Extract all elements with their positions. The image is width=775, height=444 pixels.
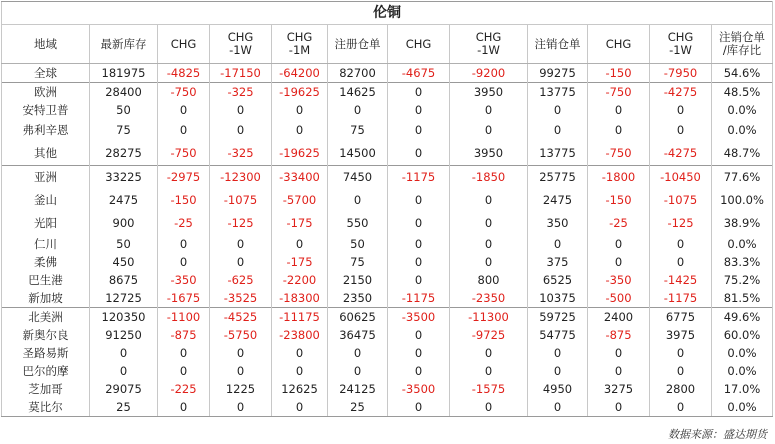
value-cell: 0	[528, 344, 588, 362]
value-cell: -19625	[272, 83, 328, 102]
value-cell: 0	[158, 235, 210, 253]
value-cell: 38.9%	[712, 212, 773, 235]
value-cell: 0	[388, 271, 450, 289]
value-cell: -4275	[650, 142, 712, 166]
value-cell: 0	[588, 101, 650, 119]
value-cell: 0	[90, 362, 158, 380]
value-cell: 0	[388, 235, 450, 253]
region-cell: 莫比尔	[2, 398, 90, 417]
column-header-text: -1W	[229, 43, 252, 57]
table-row	[2, 398, 773, 417]
value-cell: 0	[210, 398, 272, 417]
value-cell: -2200	[272, 271, 328, 289]
value-cell: 0	[328, 189, 388, 212]
region-cell: 釜山	[2, 189, 90, 212]
region-cell: 弗利辛恩	[2, 119, 90, 142]
region-cell: 安特卫普	[2, 101, 90, 119]
value-cell: 0	[90, 344, 158, 362]
value-cell: 4950	[528, 380, 588, 398]
value-cell: -4275	[650, 83, 712, 102]
value-cell: 49.6%	[712, 308, 773, 327]
column-header-text: 注册仓单	[334, 36, 381, 51]
table-row	[2, 271, 773, 289]
value-cell: -4525	[210, 308, 272, 327]
value-cell: -1175	[388, 289, 450, 308]
value-cell: 12725	[90, 289, 158, 308]
region-cell: 巴生港	[2, 271, 90, 289]
column-header-text: CHG	[170, 36, 197, 51]
column-header-text: -1W	[669, 43, 692, 57]
data-source-note: 数据来源：盛达期货	[668, 428, 767, 441]
header-row	[2, 25, 773, 64]
value-cell: 0	[588, 344, 650, 362]
value-cell: 0	[388, 101, 450, 119]
value-cell: 3950	[450, 83, 528, 102]
value-cell: 17.0%	[712, 380, 773, 398]
value-cell: 75	[90, 119, 158, 142]
value-cell: 0	[588, 119, 650, 142]
value-cell: -1100	[158, 308, 210, 327]
value-cell: 0	[650, 253, 712, 271]
region-cell: 柔佛	[2, 253, 90, 271]
value-cell: 0	[650, 362, 712, 380]
value-cell: -17150	[210, 64, 272, 83]
value-cell: 0	[588, 253, 650, 271]
value-cell: 0	[388, 253, 450, 271]
column-header	[528, 25, 588, 64]
value-cell: 0	[650, 344, 712, 362]
table-row	[2, 344, 773, 362]
region-cell: 仁川	[2, 235, 90, 253]
value-cell: -350	[158, 271, 210, 289]
table-row	[2, 253, 773, 271]
value-cell: -750	[588, 142, 650, 166]
value-cell: -875	[158, 326, 210, 344]
value-cell: 0	[272, 101, 328, 119]
column-header	[450, 25, 528, 64]
value-cell: 0	[210, 253, 272, 271]
table-row	[2, 64, 773, 83]
value-cell: -7950	[650, 64, 712, 83]
column-header-text: -1M	[288, 43, 311, 57]
column-header-text: CHG	[667, 30, 694, 44]
value-cell: -350	[588, 271, 650, 289]
value-cell: 0	[328, 101, 388, 119]
value-cell: 0	[328, 344, 388, 362]
value-cell: 900	[90, 212, 158, 235]
value-cell: 0.0%	[712, 235, 773, 253]
value-cell: 91250	[90, 326, 158, 344]
value-cell: 2475	[90, 189, 158, 212]
value-cell: 550	[328, 212, 388, 235]
value-cell: 181975	[90, 64, 158, 83]
value-cell: 50	[90, 235, 158, 253]
value-cell: 3975	[650, 326, 712, 344]
value-cell: 2150	[328, 271, 388, 289]
column-header	[158, 25, 210, 64]
table-row	[2, 326, 773, 344]
value-cell: 36475	[328, 326, 388, 344]
value-cell: 0	[158, 398, 210, 417]
value-cell: 6775	[650, 308, 712, 327]
value-cell: 28275	[90, 142, 158, 166]
value-cell: 0	[450, 253, 528, 271]
value-cell: 14625	[328, 83, 388, 102]
value-cell: 0	[388, 398, 450, 417]
value-cell: 50	[90, 101, 158, 119]
table-row	[2, 380, 773, 398]
value-cell: 25	[328, 398, 388, 417]
value-cell: 0	[650, 235, 712, 253]
copper-inventory-table	[1, 1, 773, 417]
region-cell: 光阳	[2, 212, 90, 235]
value-cell: 100.0%	[712, 189, 773, 212]
value-cell: 0	[210, 119, 272, 142]
value-cell: 350	[528, 212, 588, 235]
value-cell: 450	[90, 253, 158, 271]
value-cell: 14500	[328, 142, 388, 166]
value-cell: -3500	[388, 380, 450, 398]
value-cell: 0	[388, 142, 450, 166]
value-cell: 0	[158, 362, 210, 380]
value-cell: 0	[210, 344, 272, 362]
value-cell: 25	[90, 398, 158, 417]
column-header-text: 地域	[34, 36, 57, 51]
value-cell: -9200	[450, 64, 528, 83]
value-cell: -25	[588, 212, 650, 235]
value-cell: -175	[272, 253, 328, 271]
value-cell: 81.5%	[712, 289, 773, 308]
value-cell: 0	[388, 362, 450, 380]
value-cell: 99275	[528, 64, 588, 83]
value-cell: -4675	[388, 64, 450, 83]
column-header-text: 最新库存	[100, 36, 147, 51]
value-cell: -19625	[272, 142, 328, 166]
value-cell: 13775	[528, 142, 588, 166]
value-cell: 0	[272, 344, 328, 362]
value-cell: 0	[450, 189, 528, 212]
value-cell: 0	[528, 235, 588, 253]
value-cell: 0	[158, 253, 210, 271]
value-cell: -3500	[388, 308, 450, 327]
region-cell: 全球	[2, 64, 90, 83]
value-cell: 0	[158, 119, 210, 142]
region-cell: 欧洲	[2, 83, 90, 102]
value-cell: 12625	[272, 380, 328, 398]
value-cell: -1850	[450, 166, 528, 190]
value-cell: 0	[210, 101, 272, 119]
value-cell: -1075	[210, 189, 272, 212]
region-cell: 亚洲	[2, 166, 90, 190]
value-cell: 25775	[528, 166, 588, 190]
table-row	[2, 362, 773, 380]
column-header	[90, 25, 158, 64]
value-cell: -625	[210, 271, 272, 289]
value-cell: 83.3%	[712, 253, 773, 271]
value-cell: -4825	[158, 64, 210, 83]
column-header	[650, 25, 712, 64]
value-cell: -750	[158, 83, 210, 102]
value-cell: 0	[388, 212, 450, 235]
value-cell: 0	[388, 326, 450, 344]
value-cell: -125	[210, 212, 272, 235]
value-cell: -1675	[158, 289, 210, 308]
value-cell: 0	[450, 362, 528, 380]
table-row	[2, 235, 773, 253]
value-cell: 75	[328, 253, 388, 271]
value-cell: 6525	[528, 271, 588, 289]
value-cell: -5700	[272, 189, 328, 212]
value-cell: 75.2%	[712, 271, 773, 289]
value-cell: -33400	[272, 166, 328, 190]
value-cell: -125	[650, 212, 712, 235]
value-cell: 0	[588, 362, 650, 380]
value-cell: 13775	[528, 83, 588, 102]
column-header	[388, 25, 450, 64]
table-title: 伦铜	[2, 2, 773, 25]
value-cell: -1075	[650, 189, 712, 212]
value-cell: 1225	[210, 380, 272, 398]
region-cell: 圣路易斯	[2, 344, 90, 362]
value-cell: 0	[272, 119, 328, 142]
table-row	[2, 83, 773, 102]
value-cell: 33225	[90, 166, 158, 190]
value-cell: 0	[328, 362, 388, 380]
value-cell: -500	[588, 289, 650, 308]
value-cell: 0	[388, 344, 450, 362]
value-cell: 0	[388, 83, 450, 102]
value-cell: -10450	[650, 166, 712, 190]
region-cell: 芝加哥	[2, 380, 90, 398]
value-cell: 375	[528, 253, 588, 271]
value-cell: -18300	[272, 289, 328, 308]
table-row	[2, 119, 773, 142]
region-cell: 北美洲	[2, 308, 90, 327]
region-cell: 其他	[2, 142, 90, 166]
table-row	[2, 212, 773, 235]
value-cell: -875	[588, 326, 650, 344]
value-cell: 0	[650, 101, 712, 119]
value-cell: -64200	[272, 64, 328, 83]
column-header-text: CHG	[475, 30, 502, 44]
value-cell: -3525	[210, 289, 272, 308]
value-cell: 82700	[328, 64, 388, 83]
value-cell: 0	[450, 235, 528, 253]
value-cell: 120350	[90, 308, 158, 327]
value-cell: 0	[528, 119, 588, 142]
value-cell: 0.0%	[712, 362, 773, 380]
value-cell: 0	[158, 344, 210, 362]
value-cell: -150	[588, 189, 650, 212]
value-cell: 3950	[450, 142, 528, 166]
value-cell: -23800	[272, 326, 328, 344]
column-header	[210, 25, 272, 64]
value-cell: 0	[272, 235, 328, 253]
table-row	[2, 289, 773, 308]
value-cell: -750	[588, 83, 650, 102]
value-cell: 0	[450, 398, 528, 417]
column-header	[2, 25, 90, 64]
value-cell: -325	[210, 142, 272, 166]
value-cell: 800	[450, 271, 528, 289]
value-cell: 2350	[328, 289, 388, 308]
value-cell: -175	[272, 212, 328, 235]
value-cell: 54775	[528, 326, 588, 344]
value-cell: -150	[158, 189, 210, 212]
column-header	[272, 25, 328, 64]
value-cell: -325	[210, 83, 272, 102]
value-cell: 59725	[528, 308, 588, 327]
column-header-text: CHG	[405, 36, 432, 51]
column-header-text: CHG	[227, 30, 254, 44]
value-cell: 0	[528, 398, 588, 417]
value-cell: -1800	[588, 166, 650, 190]
value-cell: -150	[588, 64, 650, 83]
column-header-text: 注销仓单	[719, 30, 765, 44]
column-header	[328, 25, 388, 64]
value-cell: 0	[272, 362, 328, 380]
value-cell: 0.0%	[712, 398, 773, 417]
value-cell: 60625	[328, 308, 388, 327]
table-row	[2, 308, 773, 327]
value-cell: 3275	[588, 380, 650, 398]
region-cell: 巴尔的摩	[2, 362, 90, 380]
value-cell: 0	[650, 119, 712, 142]
value-cell: -225	[158, 380, 210, 398]
region-cell: 新加坡	[2, 289, 90, 308]
value-cell: 0	[588, 235, 650, 253]
value-cell: 48.7%	[712, 142, 773, 166]
value-cell: 48.5%	[712, 83, 773, 102]
value-cell: 0	[450, 101, 528, 119]
value-cell: 29075	[90, 380, 158, 398]
value-cell: 0	[528, 362, 588, 380]
value-cell: -9725	[450, 326, 528, 344]
value-cell: -1575	[450, 380, 528, 398]
value-cell: -11300	[450, 308, 528, 327]
table-row	[2, 189, 773, 212]
column-header-text: -1W	[477, 43, 500, 57]
value-cell: 75	[328, 119, 388, 142]
value-cell: -12300	[210, 166, 272, 190]
value-cell: 7450	[328, 166, 388, 190]
column-header-text: CHG	[605, 36, 632, 51]
value-cell: 2800	[650, 380, 712, 398]
value-cell: 28400	[90, 83, 158, 102]
value-cell: 24125	[328, 380, 388, 398]
value-cell: 50	[328, 235, 388, 253]
table-row	[2, 101, 773, 119]
column-header	[712, 25, 773, 64]
column-header-text: 注销仓单	[534, 36, 581, 51]
value-cell: 0	[528, 101, 588, 119]
value-cell: 0	[388, 189, 450, 212]
value-cell: -5750	[210, 326, 272, 344]
value-cell: 0	[388, 119, 450, 142]
table-row	[2, 166, 773, 190]
value-cell: 0	[210, 362, 272, 380]
value-cell: 60.0%	[712, 326, 773, 344]
value-cell: 2400	[588, 308, 650, 327]
value-cell: -750	[158, 142, 210, 166]
value-cell: -1425	[650, 271, 712, 289]
value-cell: 0.0%	[712, 344, 773, 362]
table-row	[2, 142, 773, 166]
value-cell: 0.0%	[712, 101, 773, 119]
value-cell: 0	[588, 398, 650, 417]
value-cell: 0	[210, 235, 272, 253]
value-cell: 8675	[90, 271, 158, 289]
value-cell: -25	[158, 212, 210, 235]
value-cell: 2475	[528, 189, 588, 212]
column-header-text: /库存比	[722, 43, 762, 57]
value-cell: -2350	[450, 289, 528, 308]
value-cell: -11175	[272, 308, 328, 327]
value-cell: 0	[450, 212, 528, 235]
column-header-text: CHG	[286, 30, 313, 44]
region-cell: 新奥尔良	[2, 326, 90, 344]
value-cell: 77.6%	[712, 166, 773, 190]
value-cell: -1175	[388, 166, 450, 190]
value-cell: 0	[272, 398, 328, 417]
value-cell: -1175	[650, 289, 712, 308]
value-cell: 0	[450, 344, 528, 362]
value-cell: 10375	[528, 289, 588, 308]
value-cell: -2975	[158, 166, 210, 190]
value-cell: 0	[650, 398, 712, 417]
value-cell: 0.0%	[712, 119, 773, 142]
value-cell: 54.6%	[712, 64, 773, 83]
value-cell: 0	[158, 101, 210, 119]
value-cell: 0	[450, 119, 528, 142]
column-header	[588, 25, 650, 64]
